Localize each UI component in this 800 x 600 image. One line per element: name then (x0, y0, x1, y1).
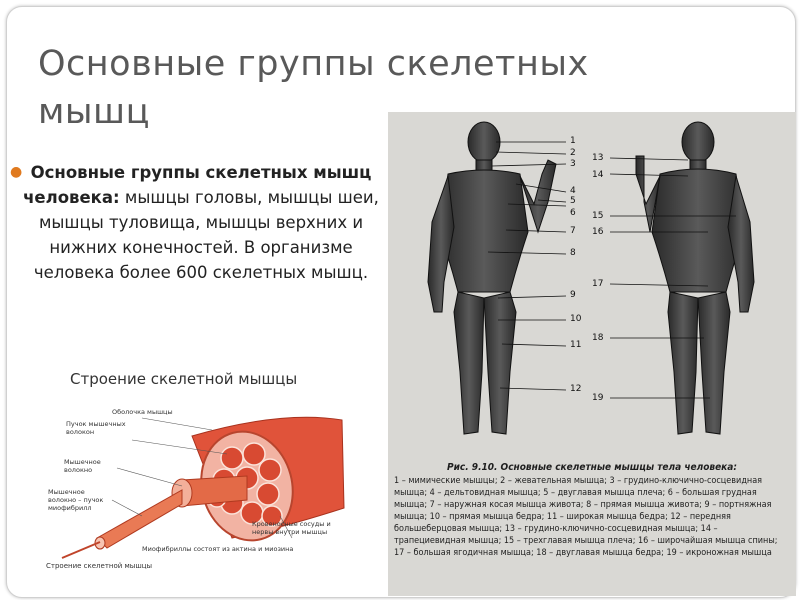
label-vessels: Кровеносные сосуды и нервы внутри мышцы (252, 520, 331, 536)
figure-label-9: 9 (570, 290, 576, 300)
figure-label-4: 4 (570, 186, 576, 196)
figure-label-7: 7 (570, 226, 576, 236)
figure-label-3: 3 (570, 159, 576, 169)
figure-label-5: 5 (570, 196, 576, 206)
figure-caption-head: Рис. 9.10. Основные скелетные мышцы тела человека: (447, 462, 737, 473)
figure-label-1: 1 (570, 136, 576, 146)
figure-caption (394, 462, 790, 559)
figure-label-2: 2 (570, 148, 576, 158)
inset-title: Строение скелетной мышцы (70, 370, 298, 388)
figure-label-15: 15 (592, 211, 604, 221)
figure-label-13: 13 (592, 153, 604, 163)
label-actin-myosin: Миофибриллы состоят из актина и миозина (142, 545, 294, 553)
label-fiber: Мышечное волокно (64, 458, 101, 474)
label-myofibril-bundle: Мышечное волокно – пучок миофибрилл (48, 488, 104, 512)
figure-label-18: 18 (592, 333, 604, 343)
bullet-text (16, 160, 386, 285)
bullet-bold: Основные группы скелетных мышц человека: (23, 163, 372, 207)
figure-label-10: 10 (570, 314, 582, 324)
label-sheath: Оболочка мышцы (112, 408, 173, 416)
muscle-structure-illustration (42, 370, 357, 580)
figure-label-6: 6 (570, 208, 576, 218)
figure-caption-text: 1 – мимические мышцы; 2 – жевательная мышца; 3 – грудино-ключично-сосцевидная мышца; 4 – дельтовидная мышца; 5 – двуглавая мышца плеча; 6 – большая грудная мышца; 7 – наружная косая мышца живота; 8 – прямая мышца живота; 9 – портняжная мышца; 10 – прямая мышца бедра; 11 – широкая мышца бедра; 12 – передняя большеберцовая мышца; 13 – грудино-ключично-сосцевидная мышца; 14 – трапециевидная мышца; 15 – трехглавая мышца плеча; 16 – широчайшая мышца спины; 17 – большая ягодичная мышца; 18 – двуглавая мышца бедра; 19 – икроножная мышца (394, 476, 778, 558)
anatomy-figure (388, 112, 796, 596)
inset-caption: Строение скелетной мышцы (46, 562, 153, 570)
bullet-icon: ● (10, 164, 23, 180)
figure-label-12: 12 (570, 384, 582, 394)
label-fascicle: Пучок мышечных волокон (66, 420, 126, 436)
figure-label-16: 16 (592, 227, 604, 237)
figure-label-11: 11 (570, 340, 582, 350)
figure-label-17: 17 (592, 279, 604, 289)
bullet-body: мышцы головы, мышцы шеи, мышцы туловища, мышцы верхних и нижних конечностей. В организме человека более 600 скелетных мышц. (33, 188, 379, 282)
slide-title: Основные группы скелетных мышц (38, 44, 589, 132)
figure-label-8: 8 (570, 248, 576, 258)
figure-label-19: 19 (592, 393, 604, 403)
figure-label-14: 14 (592, 170, 604, 180)
